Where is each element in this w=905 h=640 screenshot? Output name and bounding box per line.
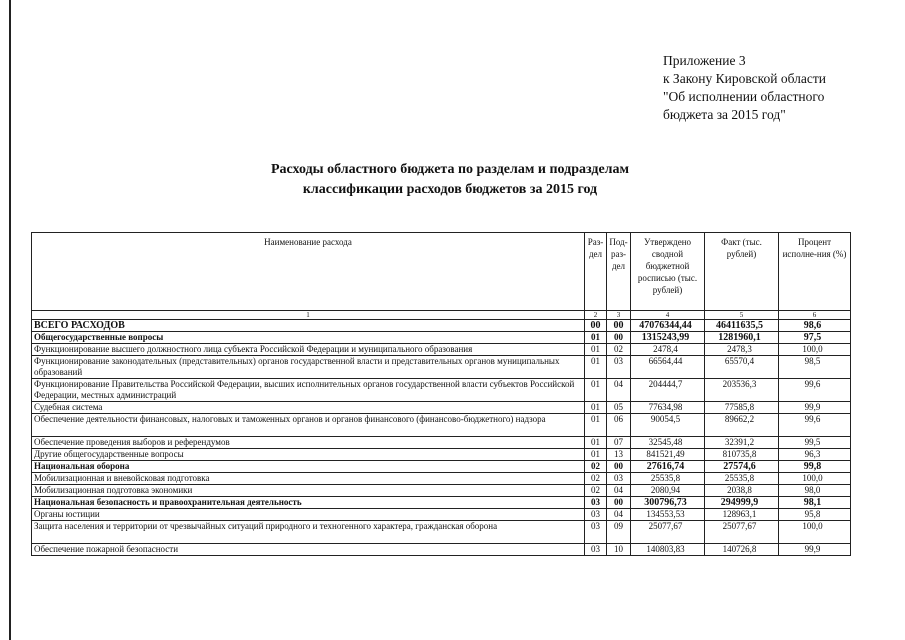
row-section: 01 xyxy=(585,379,607,402)
row-section: 03 xyxy=(585,509,607,521)
row-section: 01 xyxy=(585,344,607,356)
row-approved: 25535,8 xyxy=(631,473,705,485)
row-percent: 99,8 xyxy=(779,461,851,473)
row-approved: 2080,94 xyxy=(631,485,705,497)
row-subsection: 07 xyxy=(607,437,631,449)
header-section: Раз-дел xyxy=(585,233,607,311)
row-percent: 98,0 xyxy=(779,485,851,497)
row-approved: 300796,73 xyxy=(631,497,705,509)
row-approved: 204444,7 xyxy=(631,379,705,402)
column-number: 1 xyxy=(32,311,585,320)
table-row xyxy=(32,332,851,344)
title-line: классификации расходов бюджетов за 2015 год xyxy=(302,182,598,197)
table-row xyxy=(32,402,851,414)
row-subsection: 04 xyxy=(607,485,631,497)
row-approved: 47076344,44 xyxy=(631,320,705,332)
row-percent: 99,9 xyxy=(779,402,851,414)
row-name: Функционирование высшего должностного лица субъекта Российской Федерации и муниципального образования xyxy=(32,344,585,356)
row-actual: 810735,8 xyxy=(705,449,779,461)
table-row xyxy=(32,473,851,485)
row-name: Мобилизационная подготовка экономики xyxy=(32,485,585,497)
row-approved: 90054,5 xyxy=(631,414,705,437)
row-name: Функционирование Правительства Российской Федерации, высших исполнительных органов государственной власти субъектов Российской Федерации, местных администраций xyxy=(32,379,585,402)
header-name: Наименование расхода xyxy=(32,233,585,311)
row-name: ВСЕГО РАСХОДОВ xyxy=(32,320,585,332)
header-percent: Процент исполне-ния (%) xyxy=(779,233,851,311)
row-approved: 32545,48 xyxy=(631,437,705,449)
row-section: 01 xyxy=(585,449,607,461)
row-name: Национальная оборона xyxy=(32,461,585,473)
row-percent: 99,6 xyxy=(779,414,851,437)
row-subsection: 03 xyxy=(607,356,631,379)
row-actual: 294999,9 xyxy=(705,497,779,509)
row-section: 00 xyxy=(585,320,607,332)
row-approved: 77634,98 xyxy=(631,402,705,414)
row-section: 03 xyxy=(585,497,607,509)
row-subsection: 05 xyxy=(607,402,631,414)
row-subsection: 00 xyxy=(607,332,631,344)
table-body xyxy=(32,320,851,556)
row-percent: 99,9 xyxy=(779,544,851,556)
table-row xyxy=(32,449,851,461)
row-actual: 25077,67 xyxy=(705,521,779,544)
appendix-line: "Об исполнении областного xyxy=(663,89,825,104)
row-percent: 100,0 xyxy=(779,344,851,356)
row-section: 03 xyxy=(585,544,607,556)
row-subsection: 00 xyxy=(607,497,631,509)
row-section: 02 xyxy=(585,461,607,473)
row-name: Другие общегосударственные вопросы xyxy=(32,449,585,461)
table-row xyxy=(32,461,851,473)
table-row xyxy=(32,356,851,379)
document-title xyxy=(200,160,700,200)
header-subsection: Под-раз-дел xyxy=(607,233,631,311)
row-subsection: 00 xyxy=(607,461,631,473)
column-number: 4 xyxy=(631,311,705,320)
column-number: 2 xyxy=(585,311,607,320)
row-approved: 25077,67 xyxy=(631,521,705,544)
row-percent: 99,6 xyxy=(779,379,851,402)
row-name: Национальная безопасность и правоохранительная деятельность xyxy=(32,497,585,509)
row-actual: 203536,3 xyxy=(705,379,779,402)
row-section: 01 xyxy=(585,356,607,379)
table-row xyxy=(32,544,851,556)
table-row xyxy=(32,414,851,437)
row-actual: 128963,1 xyxy=(705,509,779,521)
row-actual: 89662,2 xyxy=(705,414,779,437)
row-actual: 32391,2 xyxy=(705,437,779,449)
table-row xyxy=(32,379,851,402)
row-subsection: 13 xyxy=(607,449,631,461)
expenditure-table xyxy=(31,232,851,556)
row-actual: 77585,8 xyxy=(705,402,779,414)
row-subsection: 04 xyxy=(607,379,631,402)
row-section: 02 xyxy=(585,485,607,497)
row-percent: 98,5 xyxy=(779,356,851,379)
row-percent: 96,3 xyxy=(779,449,851,461)
column-number: 6 xyxy=(779,311,851,320)
column-number: 3 xyxy=(607,311,631,320)
row-percent: 100,0 xyxy=(779,473,851,485)
row-subsection: 00 xyxy=(607,320,631,332)
row-subsection: 02 xyxy=(607,344,631,356)
row-percent: 99,5 xyxy=(779,437,851,449)
page-edge-line xyxy=(9,0,11,640)
row-actual: 46411635,5 xyxy=(705,320,779,332)
row-name: Судебная система xyxy=(32,402,585,414)
row-actual: 25535,8 xyxy=(705,473,779,485)
appendix-note xyxy=(663,52,883,124)
row-name: Общегосударственные вопросы xyxy=(32,332,585,344)
row-name: Обеспечение пожарной безопасности xyxy=(32,544,585,556)
row-approved: 2478,4 xyxy=(631,344,705,356)
row-subsection: 04 xyxy=(607,509,631,521)
row-subsection: 09 xyxy=(607,521,631,544)
row-section: 01 xyxy=(585,437,607,449)
row-percent: 98,6 xyxy=(779,320,851,332)
table-row xyxy=(32,437,851,449)
row-name: Мобилизационная и вневойсковая подготовка xyxy=(32,473,585,485)
column-number: 5 xyxy=(705,311,779,320)
row-approved: 841521,49 xyxy=(631,449,705,461)
row-name: Обеспечение проведения выборов и референдумов xyxy=(32,437,585,449)
row-section: 01 xyxy=(585,332,607,344)
appendix-line: бюджета за 2015 год" xyxy=(663,107,786,122)
table-header-row xyxy=(32,233,851,311)
row-actual: 140726,8 xyxy=(705,544,779,556)
table-row xyxy=(32,497,851,509)
header-actual: Факт (тыс. рублей) xyxy=(705,233,779,311)
row-actual: 65570,4 xyxy=(705,356,779,379)
appendix-line: Приложение 3 xyxy=(663,53,746,68)
row-section: 03 xyxy=(585,521,607,544)
row-approved: 134553,53 xyxy=(631,509,705,521)
row-actual: 2038,8 xyxy=(705,485,779,497)
table-row xyxy=(32,509,851,521)
table-row xyxy=(32,344,851,356)
row-section: 01 xyxy=(585,414,607,437)
row-actual: 2478,3 xyxy=(705,344,779,356)
row-percent: 98,1 xyxy=(779,497,851,509)
row-percent: 95,8 xyxy=(779,509,851,521)
appendix-line: к Закону Кировской области xyxy=(663,71,827,86)
table-row xyxy=(32,320,851,332)
row-percent: 97,5 xyxy=(779,332,851,344)
row-approved: 66564,44 xyxy=(631,356,705,379)
table-row xyxy=(32,485,851,497)
header-approved: Утверждено сводной бюджетной росписью (тыс. рублей) xyxy=(631,233,705,311)
row-section: 02 xyxy=(585,473,607,485)
row-approved: 1315243,99 xyxy=(631,332,705,344)
row-section: 01 xyxy=(585,402,607,414)
title-line: Расходы областного бюджета по разделам и подразделам xyxy=(270,162,630,177)
row-name: Защита населения и территории от чрезвычайных ситуаций природного и техногенного характера, гражданская оборона xyxy=(32,521,585,544)
row-actual: 1281960,1 xyxy=(705,332,779,344)
table-row xyxy=(32,521,851,544)
row-approved: 140803,83 xyxy=(631,544,705,556)
row-approved: 27616,74 xyxy=(631,461,705,473)
row-subsection: 06 xyxy=(607,414,631,437)
row-name: Функционирование законодательных (представительных) органов государственной власти и представительных органов муниципальных образований xyxy=(32,356,585,379)
column-number-row xyxy=(32,311,851,320)
row-subsection: 10 xyxy=(607,544,631,556)
row-name: Органы юстиции xyxy=(32,509,585,521)
row-actual: 27574,6 xyxy=(705,461,779,473)
row-percent: 100,0 xyxy=(779,521,851,544)
row-subsection: 03 xyxy=(607,473,631,485)
row-name: Обеспечение деятельности финансовых, налоговых и таможенных органов и органов финансового (финансово-бюджетного) надзора xyxy=(32,414,585,437)
